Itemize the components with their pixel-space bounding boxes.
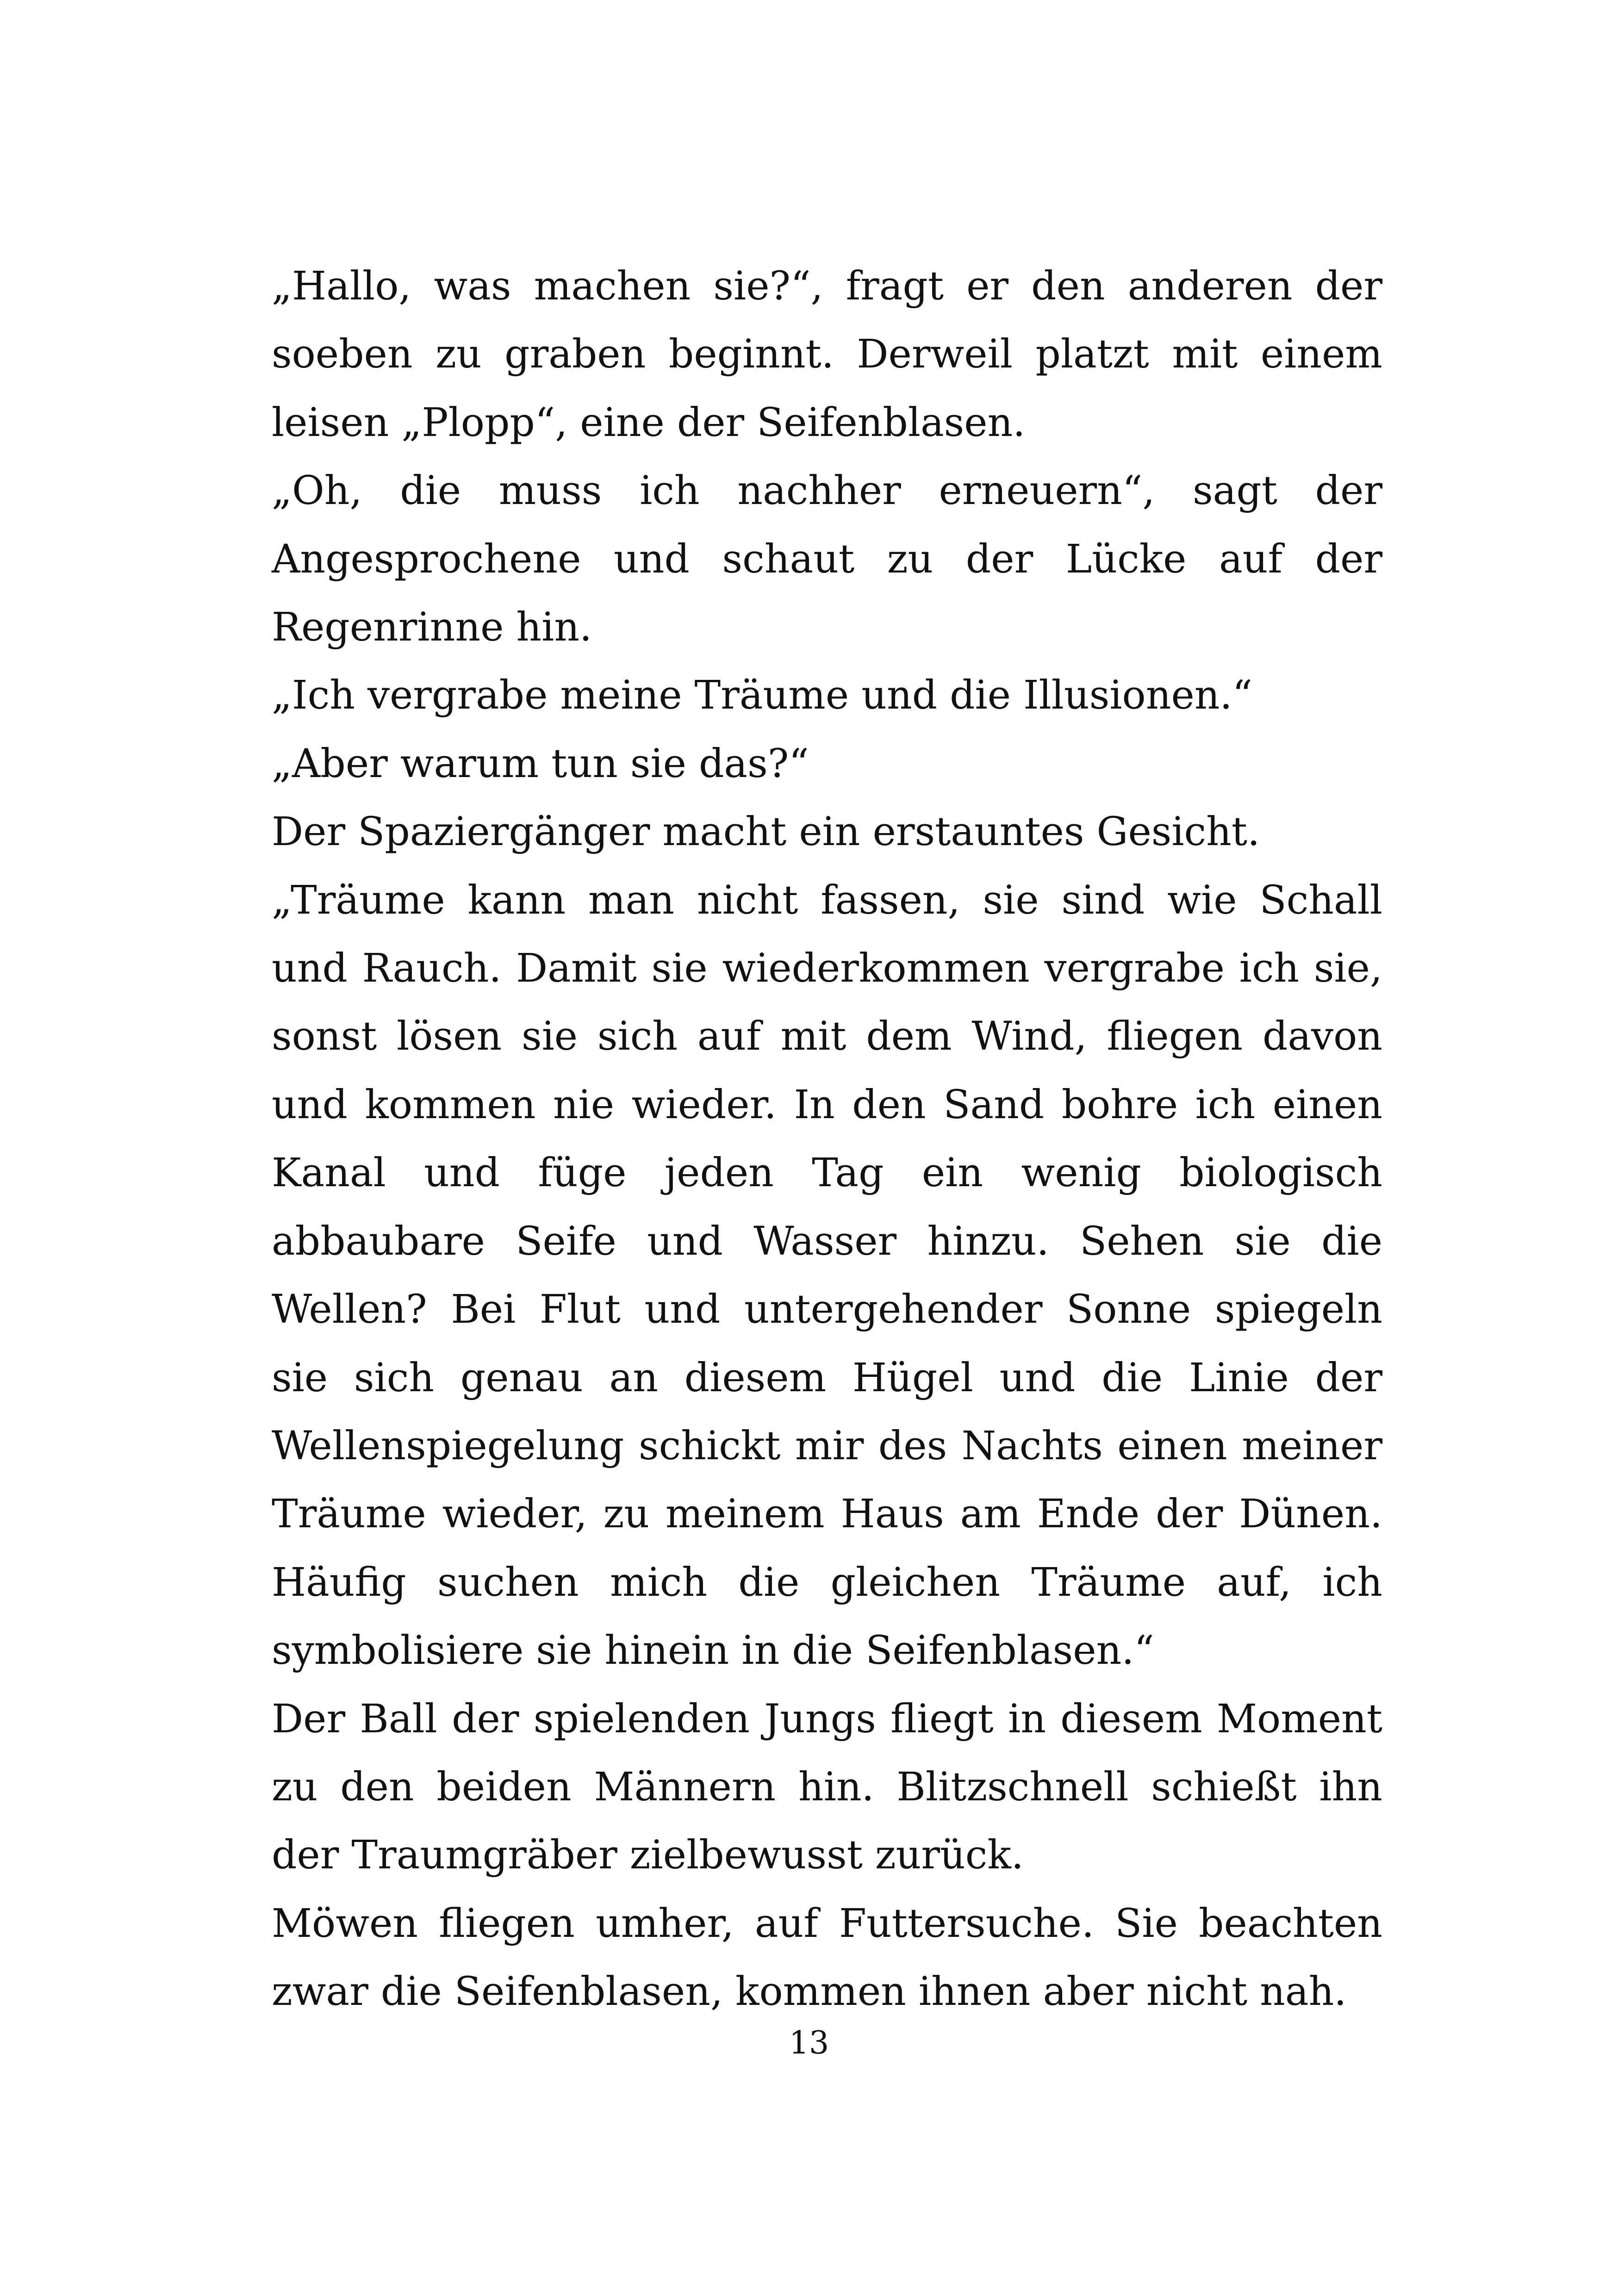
paragraph-8: Möwen fliegen umher, auf Futtersuche. Sie beachten zwar die Seifenblasen, kommen ihnen aber nicht nah.: [272, 1900, 1382, 2015]
paragraph-2: „Oh, die muss ich nachher erneuern“, sagt der Angesprochene und schaut zu der Lücke auf der Regenrinne hin.: [272, 468, 1382, 651]
page-number: 13: [789, 2025, 829, 2061]
paragraph-6: „Träume kann man nicht fassen, sie sind wie Schall und Rauch. Damit sie wiederkommen vergrabe ich sie, sonst lösen sie sich auf mit dem Wind, fliegen davon und kommen nie wieder. In den Sand bohre ich einen Kanal und füge jeden Tag ein wenig biologisch abbaubare Seife und Wasser hinzu. Sehen sie die Wellen? Bei Flut und untergehender Sonne spiegeln sie sich genau an diesem Hügel und die Linie der Wellenspiegelung schickt mir des Nachts einen meiner Träume wieder, zu meinem Haus am Ende der Dünen. Häufig suchen mich die gleichen Träume auf, ich symbolisiere sie hinein in die Seifenblasen.“: [272, 877, 1382, 1674]
paragraph-7: Der Ball der spielenden Jungs fliegt in diesem Moment zu den beiden Männern hin. Blitzschnell schießt ihn der Traumgräber zielbewusst zurück.: [272, 1696, 1382, 1879]
body-text: [272, 252, 1382, 2026]
paragraph-4: „Aber warum tun sie das?“: [272, 740, 809, 787]
paragraph-3: „Ich vergrabe meine Träume und die Illusionen.“: [272, 672, 1252, 719]
paragraph-5: Der Spaziergänger macht ein erstauntes Gesicht.: [272, 809, 1260, 855]
paragraph-1: „Hallo, was machen sie?“, fragt er den anderen der soeben zu graben beginnt. Derweil platzt mit einem leisen „Plopp“, eine der Seifenblasen.: [272, 263, 1382, 446]
